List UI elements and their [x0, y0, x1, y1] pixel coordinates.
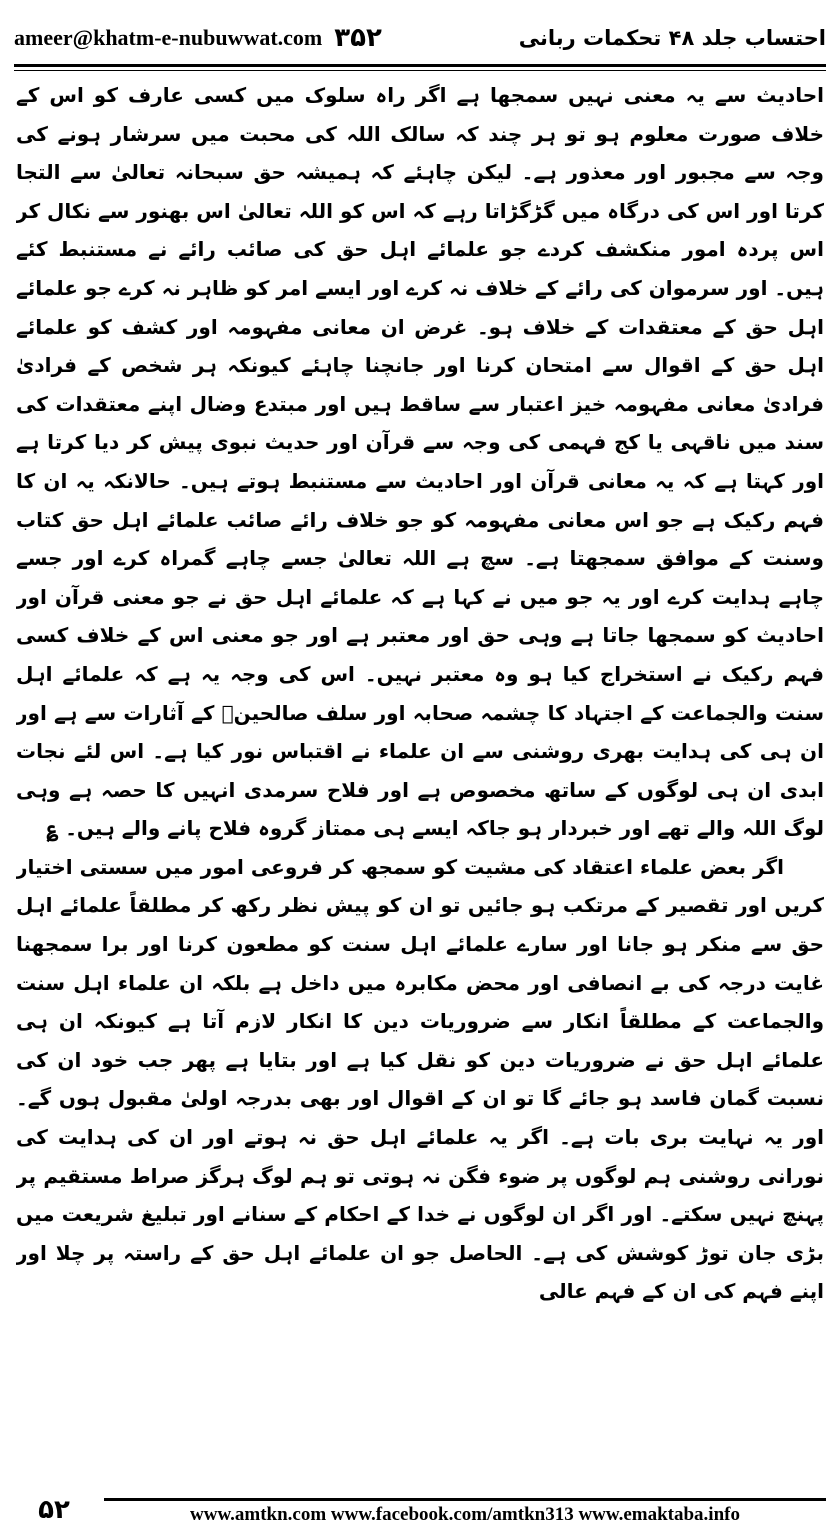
header-left	[14, 23, 382, 53]
paragraph: اگر بعض علماء اعتقاد کی مشیت کو سمجھ کر فروعی امور میں سستی اختیار کریں اور تقصیر کے مرتکب ہو جائیں تو ان کو پیش نظر رکھ کر مطلقاً علمائے اہل حق سے منکر ہو جانا اور سارے علمائے اہل سنت کو مطعون کرنا اور برا سمجھنا غایت درجہ کی بے انصافی اور محض مکابرہ میں داخل ہے بلکہ ان علماء اہل سنت والجماعت کے مطلقاً انکار سے ضروریات دین کا انکار لازم آتا ہے کیونکہ ان ہی علمائے اہل حق نے ضروریات دین کو نقل کیا ہے اور بتایا ہے پھر جب خود ان کی نسبت گمان فاسد ہو جائے گا تو ان کے اقوال اور بھی بدرجہ اولیٰ مقبول ہوں گے۔ اور یہ نہایت بری بات ہے۔ اگر یہ علمائے اہل حق نہ ہوتے اور ان کی ہدایت کی نورانی روشنی ہم لوگوں پر ضوء فگن نہ ہوتی تو ہم لوگ ہرگز صراط مستقیم پر پہنچ نہیں سکتے۔ اور اگر ان لوگوں نے خدا کے احکام کے سنانے اور تبلیغ شریعت میں بڑی جان توڑ کوشش کی ہے۔ الحاصل جو ان علمائے اہل حق کے راستہ پر چلا اور اپنے فہم کی ان کے فہم عالی	[16, 854, 824, 1304]
footer-rule	[104, 1498, 826, 1501]
footer-page-number: ۵۲	[38, 1495, 70, 1525]
header-email: ameer@khatm-e-nubuwwat.com	[14, 25, 323, 50]
page-footer	[14, 1490, 826, 1534]
header-page-number: ۳۵۲	[334, 23, 382, 53]
body-text	[16, 76, 824, 1486]
header-title: احتساب جلد ۴۸ تحکمات ربانی	[518, 26, 826, 50]
paragraph: احادیث سے یہ معنی نہیں سمجھا ہے اگر راہ سلوک میں کسی عارف کو اس کے خلاف صورت معلوم ہو تو ہر چند کہ سالک اللہ کی محبت میں سرشار ہونے کی وجہ سے مجبور اور معذور ہے۔ لیکن چاہئے کہ ہمیشہ حق سبحانہ تعالیٰ سے التجا کرتا اور اس کی درگاہ میں گڑگڑاتا رہے کہ اس کو اللہ تعالیٰ اس بھنور سے نکال کر اس پردہ امور منکشف کردے جو علمائے اہل حق کی صائب رائے نے مستنبط کئے ہیں۔ اور سرموان کی رائے کے خلاف نہ کرے اور ایسے امر کو ظاہر نہ کرے جو علمائے اہل حق کے معتقدات کے خلاف ہو۔ غرض ان معانی مفہومہ اور کشف کو علمائے اہل حق کے اقوال سے امتحان کرنا اور جانچنا چاہئے کیونکہ ہر شخص کے فرادیٰ فرادیٰ معانی مفہومہ خیز اعتبار سے ساقط ہیں اور مبتدع وضال اپنے معتقدات کی سند میں ناقہی یا کج فہمی کی وجہ سے قرآن اور حدیث نبوی پیش کر دیا کرتا ہے اور کہتا ہے کہ یہ معانی قرآن اور احادیث سے مستنبط ہوتے ہیں۔ حالانکہ یہ ان کا فہم رکیک ہے جو اس معانی مفہومہ کو جو خلاف رائے صائب علمائے اہل حق کتاب وسنت کے موافق سمجھتا ہے۔ سچ ہے اللہ تعالیٰ جسے چاہے گمراہ کرے اور جسے چاہے ہدایت کرے اور یہ جو میں نے کہا ہے کہ علمائے اہل حق نے جو معنی قرآن اور احادیث کو سمجھا جاتا ہے وہی حق اور معتبر ہے اور جو معنی اس کے خلاف کسی فہم رکیک نے استخراج کیا ہو وہ معتبر نہیں۔ اس کی وجہ یہ ہے کہ علمائے اہل سنت والجماعت کے اجتہاد کا چشمہ صحابہ اور سلف صالحینؒ کے آثارات سے ہے اور ان ہی کی ہدایت بھری روشنی سے ان علماء نے اقتباس نور کیا ہے۔ اس لئے نجات ابدی ان ہی لوگوں کے ساتھ مخصوص ہے اور فلاح سرمدی انہیں کا حصہ ہے وہی لوگ اللہ والے تھے اور خبردار ہو جاکہ ایسے ہی ممتاز گروہ فلاح پانے والے ہیں۔ ؏	[16, 83, 824, 841]
header-rule-thin	[14, 70, 826, 71]
footer-urls: www.amtkn.com www.facebook.com/amtkn313 www.emaktaba.info	[190, 1504, 740, 1525]
page-header	[14, 18, 826, 58]
header-rule-thick	[14, 64, 826, 67]
